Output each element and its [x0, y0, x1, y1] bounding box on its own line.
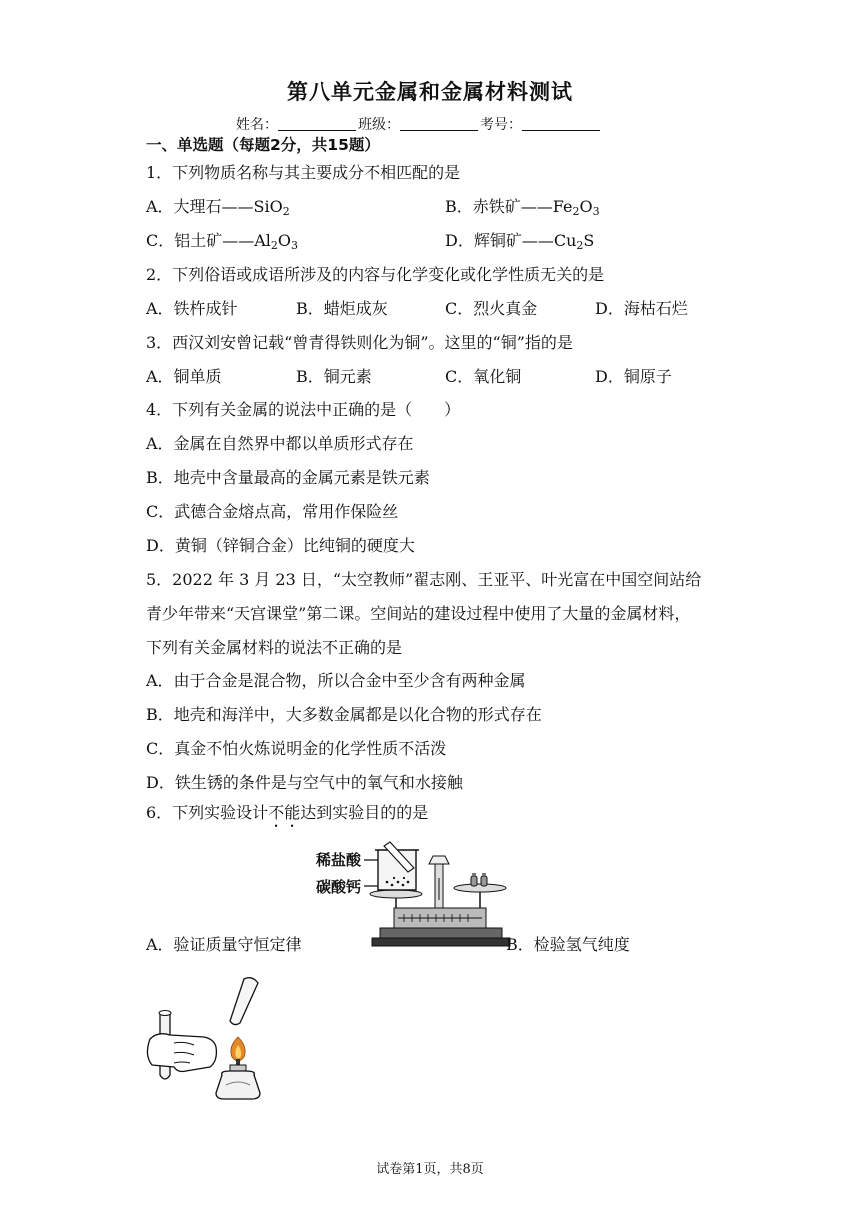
- q2-option-c: C．烈火真金: [445, 299, 538, 318]
- q3-option-c: C．氧化铜: [445, 367, 522, 386]
- q6-emphasis: 不能: [268, 803, 301, 822]
- q5-option-b: B．地壳和海洋中，大多数金属都是以化合物的形式存在: [146, 705, 542, 724]
- q1-option-c: C．铝土矿$——Al_2O_3$: [146, 231, 299, 252]
- q3-stem: 3．西汉刘安曾记载“曾青得铁则化为铜”。这里的“铜”指的是: [146, 333, 573, 352]
- q3-option-b: B．铜元素: [296, 367, 372, 386]
- q5-stem-line1: 5．2022 年 3 月 23 日，“太空教师”翟志刚、王亚平、叶光富在中国空间站给: [146, 570, 702, 589]
- q1-option-a: A．大理石——SiO$_2$: [146, 197, 290, 218]
- q4-option-d: D．黄铜（锌铜合金）比纯铜的硬度大: [146, 536, 415, 555]
- q3-option-a: A．铜单质: [146, 367, 222, 386]
- class-label: 班级：: [358, 117, 400, 133]
- exam-number-label: 考号：: [480, 117, 522, 133]
- q4-option-b: B．地壳中含量最高的金属元素是铁元素: [146, 468, 430, 487]
- q1-option-b: B．赤铁矿$——Fe_2O_3$: [445, 197, 600, 218]
- q6-option-b: B．检验氢气纯度: [506, 935, 630, 954]
- label-dilute-hcl: 稀盐酸: [316, 851, 362, 869]
- q5-stem-line2: 青少年带来“天宫课堂”第二课。空间站的建设过程中使用了大量的金属材料，: [146, 604, 691, 623]
- label-calcium-carbonate: 碳酸钙: [316, 878, 362, 896]
- class-blank[interactable]: [400, 116, 478, 131]
- q6-option-a: A．验证质量守恒定律: [146, 935, 302, 954]
- name-blank[interactable]: [278, 116, 356, 131]
- page-footer: 试卷第1页，共8页: [376, 1162, 484, 1177]
- q5-option-d: D．铁生锈的条件是与空气中的氧气和水接触: [146, 773, 463, 792]
- q5-option-c: C．真金不怕火炼说明金的化学性质不活泼: [146, 739, 447, 758]
- q4-option-a: A．金属在自然界中都以单质形式存在: [146, 434, 414, 453]
- section-heading: 一、单选题（每题2分，共15题）: [146, 136, 380, 154]
- name-label: 姓名：: [236, 117, 278, 133]
- student-info-line: [236, 114, 602, 134]
- q1-option-d: D．辉铜矿$——Cu_2S$: [445, 231, 595, 252]
- hydrogen-purity-test-figure: [140, 975, 290, 1103]
- q4-stem: 4．下列有关金属的说法中正确的是（ ）: [146, 400, 461, 419]
- q2-stem: 2．下列俗语或成语所涉及的内容与化学变化或化学性质无关的是: [146, 265, 605, 284]
- q2-option-d: D．海枯石烂: [595, 299, 688, 318]
- q6-stem: 6．下列实验设计不能达到实验目的的是: [146, 803, 429, 822]
- page-title: 第八单元金属和金属材料测试: [287, 80, 573, 104]
- q4-option-c: C．武德合金熔点高，常用作保险丝: [146, 502, 399, 521]
- q2-option-a: A．铁杵成针: [146, 299, 238, 318]
- q3-option-d: D．铜原子: [595, 367, 672, 386]
- q5-stem-line3: 下列有关金属材料的说法不正确的是: [146, 638, 403, 657]
- q5-option-a: A．由于合金是混合物，所以合金中至少含有两种金属: [146, 671, 526, 690]
- exam-number-blank[interactable]: [522, 116, 600, 131]
- q1-stem: 1．下列物质名称与其主要成分不相匹配的是: [146, 163, 461, 182]
- q2-option-b: B．蜡炬成灰: [296, 299, 388, 318]
- balance-experiment-figure: [312, 838, 512, 950]
